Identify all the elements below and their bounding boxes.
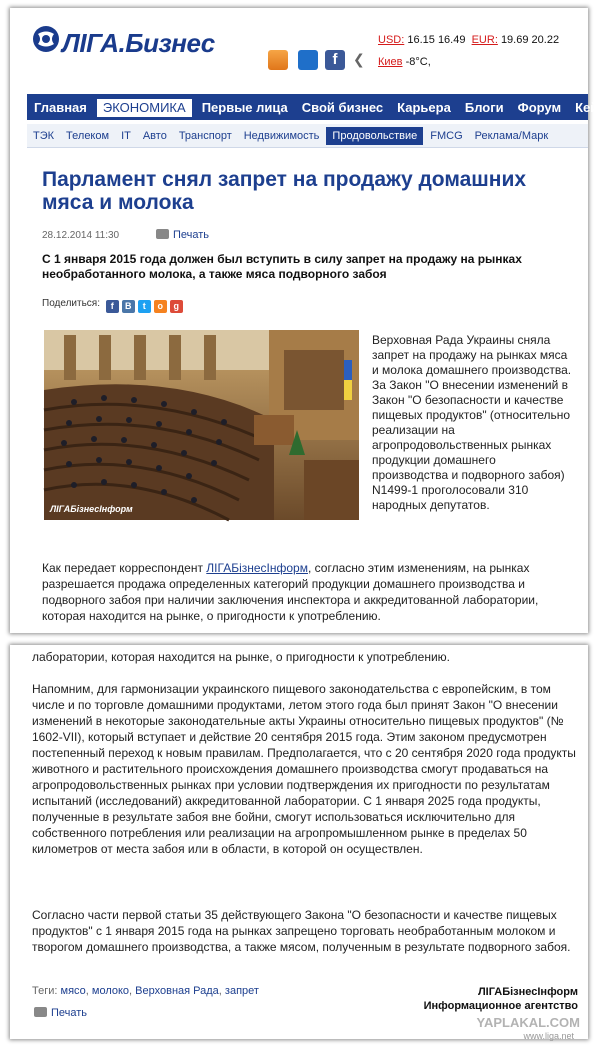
odnoklassniki-share-icon[interactable]: o <box>154 300 167 313</box>
logo-text: ЛІГА.Бизнес <box>62 28 215 58</box>
nav-item-economy[interactable]: ЭКОНОМИКА <box>96 98 193 118</box>
print-label-bottom: Печать <box>51 1007 88 1019</box>
tag-milk[interactable]: молоко <box>91 985 130 997</box>
source-name: ЛІГАБізнесІнформ <box>477 986 578 998</box>
subnav-item-ads[interactable]: Реклама/Марк <box>474 130 549 142</box>
twitter-share-icon[interactable]: t <box>138 300 151 313</box>
currency-rates <box>378 34 559 46</box>
facebook-share-icon[interactable]: f <box>106 300 119 313</box>
share-bar <box>42 298 183 313</box>
article-title: Парламент снял запрет на продажу домашних мяса и молока <box>42 168 527 214</box>
source-url: www.liga.net <box>523 1031 574 1041</box>
usd-buy: 16.15 <box>407 34 435 46</box>
article-paragraph-1-continued: лаборатории, которая находится на рынке, о пригодности к употреблению. <box>32 650 450 664</box>
nav-item-first-persons[interactable]: Первые лица <box>201 100 288 115</box>
eur-sell: 20.22 <box>531 34 560 46</box>
weather <box>378 56 431 68</box>
subnav-item-transport[interactable]: Транспорт <box>178 130 232 142</box>
eur-buy: 19.69 <box>500 34 529 46</box>
nav-item-blogs[interactable]: Блоги <box>464 100 504 115</box>
subnav-item-it[interactable]: IT <box>121 130 131 142</box>
main-nav <box>27 94 599 120</box>
subnav-item-food[interactable]: Продовольствие <box>326 127 423 145</box>
printer-icon <box>156 229 169 239</box>
subnav-item-fmcg[interactable]: FMCG <box>430 130 463 142</box>
tags-bar: Теги: мясо, молоко, Верховная Рада, запрет <box>32 985 259 997</box>
article-bottom-panel <box>10 645 588 1039</box>
tag-verkhovna-rada[interactable]: Верховная Рада <box>135 985 219 997</box>
tag-meat[interactable]: мясо <box>60 985 86 997</box>
article-side-text: Верховная Рада Украины сняла запрет на продажу на рынках мяса и молока домашнего производства. За Закон "О внесении изменений в Закон "О безопасности и качестве пищевых продуктов" (относительно реализации на агропродовольственных рынках продукции домашнего производства и подворного забоя) N1499-1 проголосовали 310 народных депутатов. <box>372 333 572 512</box>
source-agency-link[interactable]: ЛІГАБізнесІнформ <box>206 561 308 575</box>
article-top-panel <box>10 8 599 633</box>
print-label: Печать <box>173 229 210 241</box>
tag-ban[interactable]: запрет <box>224 985 259 997</box>
subnav-item-realty[interactable]: Недвижимость <box>243 130 320 142</box>
parliament-hall-image <box>44 330 359 520</box>
print-link-bottom[interactable] <box>34 1007 87 1019</box>
site-watermark: YAPLAKAL.COM <box>476 1015 580 1030</box>
nav-item-forum[interactable]: Форум <box>517 100 562 115</box>
printer-icon <box>34 1007 47 1017</box>
google-plus-share-icon[interactable]: g <box>170 300 183 313</box>
article-paragraph-2: Напомним, для гармонизации украинского пищевого законодательства с европейским, в том числе и по торговле домашними продуктами, летом этого года был принят Закон "О внесении изменений в некоторые законодательные акты Украины относительно пищевых продуктов" (№ 1602-VII), который вступает и действие 20 сентября 2015 года. Этим законом предусмотрен постепенный переход к новым правилам. Предполагается, что с 20 сентября 2020 года продукты животного и растительного происхождения домашнего производства смогут продаваться на агропродовольственных рынках при условии подтверждения их пригодности по результатам испытаний (исследований) аккредитованной лаборатории. С 1 января 2025 года продукты, полученные в результате забоя вне бойни, смогут использоваться исключительно для собственного потребления или реализации на агропромышленном рынке в пределах 50 километров от места забоя или в области, в которой он осуществлен. <box>32 682 576 856</box>
rss-icon[interactable] <box>268 50 288 70</box>
usd-sell: 16.49 <box>437 34 466 46</box>
article-paragraph-3: Согласно части первой статьи 35 действующего Закона "О безопасности и качестве пищевых продуктов" с 1 января 2015 года на рынках запрещено торговать необработанным молоком и творогом домашнего производства, а также мясом, полученным в результате подворного забоя. <box>32 908 571 954</box>
facebook-icon[interactable]: f <box>325 50 345 70</box>
subnav-item-fuel[interactable]: ТЭК <box>33 130 55 142</box>
nav-item-career[interactable]: Карьера <box>397 100 451 115</box>
city-link[interactable]: Киев <box>378 56 403 68</box>
article-date: 28.12.2014 11:30 <box>42 230 120 241</box>
article-lead: С 1 января 2015 года должен был вступить в силу запрет на продажу на рынках необработанного молока, а также мяса подворного забоя <box>42 252 522 281</box>
tags-label: Теги: <box>32 985 58 997</box>
vk-share-icon[interactable]: B <box>122 300 135 313</box>
mobile-icon[interactable] <box>298 50 318 70</box>
share-label: Поделиться: <box>42 298 100 309</box>
source-type: Информационное агентство <box>423 1000 578 1012</box>
subnav-item-auto[interactable]: Авто <box>142 130 167 142</box>
subnav-item-telecom[interactable]: Телеком <box>66 130 110 142</box>
source-block <box>424 985 578 1013</box>
paragraph-1-end: , согласно этим изменениям, на рынках разрешается продажа определенных категорий продукции домашнего производства и подворного забоя при наличии заключения инспектора и аккредитованной лаборатории, которая находится на рынке, о пригодности к употреблению. <box>42 561 539 623</box>
nav-item-home[interactable]: Главная <box>34 100 87 115</box>
article-paragraph-1 <box>42 560 572 624</box>
eur-link[interactable]: EUR: <box>471 34 498 46</box>
temperature: -8°C, <box>405 56 431 68</box>
usd-link[interactable]: USD: <box>378 34 405 46</box>
nav-item-cases[interactable]: Кей <box>575 100 599 115</box>
photo-watermark: ЛІГАБізнесІнформ <box>50 504 133 514</box>
paragraph-1-start: Как передает корреспондент <box>42 561 207 575</box>
globe-icon <box>32 25 60 53</box>
article-photo <box>44 330 359 520</box>
nav-item-own-business[interactable]: Свой бизнес <box>301 100 384 115</box>
sub-nav <box>27 124 588 148</box>
print-link[interactable] <box>156 229 209 241</box>
chevron-left-icon[interactable]: ❮ <box>353 51 365 67</box>
